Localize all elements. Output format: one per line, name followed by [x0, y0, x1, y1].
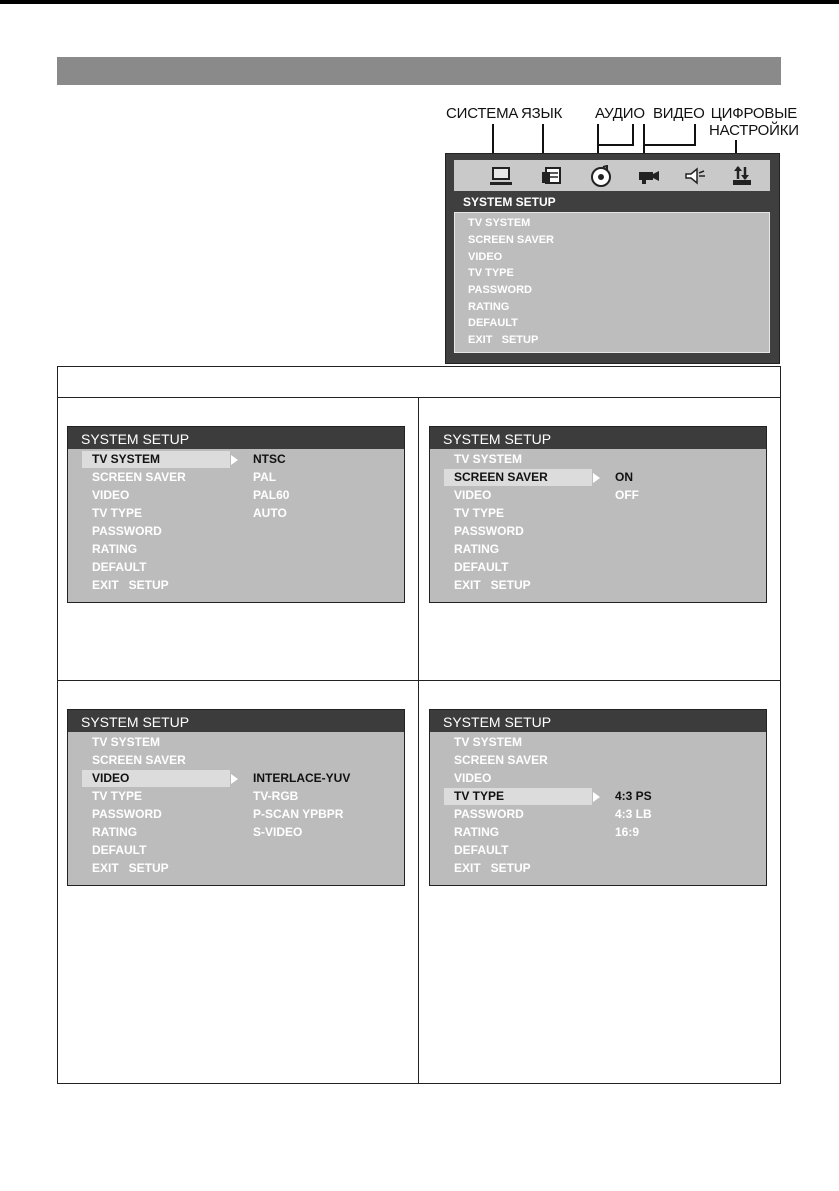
sub-item-screen-saver[interactable]: SCREEN SAVER — [92, 470, 186, 484]
submenu-tv-type — [429, 709, 767, 886]
connector-video — [643, 124, 696, 146]
label-system: СИСТЕМА — [446, 105, 519, 122]
sub-item-tv-system[interactable]: TV SYSTEM — [92, 452, 161, 466]
digital-settings-icon[interactable] — [729, 163, 755, 188]
option-16-9[interactable]: 16:9 — [615, 825, 640, 839]
sub-item-tv-system[interactable]: TV SYSTEM — [454, 735, 523, 749]
submenu-tv-system — [67, 426, 405, 603]
sub-item-default[interactable]: DEFAULT — [92, 843, 147, 857]
sub-item-tv-system[interactable]: TV SYSTEM — [92, 735, 161, 749]
option-p-scan-ypbpr[interactable]: P-SCAN YPBPR — [253, 807, 344, 821]
sub-item-screen-saver[interactable]: SCREEN SAVER — [92, 753, 186, 767]
option-auto[interactable]: AUTO — [253, 506, 287, 520]
label-digital-line1: ЦИФРОВЫЕ — [710, 105, 798, 122]
option-4-3-ps[interactable]: 4:3 PS — [615, 789, 652, 803]
sub-item-rating[interactable]: RATING — [454, 542, 500, 556]
submenu-title: SYSTEM SETUP — [81, 714, 190, 730]
icon-bar — [454, 160, 770, 191]
sub-item-default[interactable]: DEFAULT — [92, 560, 147, 574]
submenu-video — [67, 709, 405, 886]
sub-item-video[interactable]: VIDEO — [454, 488, 492, 502]
sub-item-rating[interactable]: RATING — [454, 825, 500, 839]
submenu-title-bar — [430, 427, 766, 449]
menu-item-exit-setup[interactable]: EXIT SETUP — [468, 334, 539, 346]
sub-item-exit-setup[interactable]: EXIT SETUP — [454, 861, 531, 875]
sub-item-exit-setup[interactable]: EXIT SETUP — [92, 578, 169, 592]
label-digital-line2: НАСТРОЙКИ — [709, 122, 799, 139]
sub-item-tv-type[interactable]: TV TYPE — [92, 506, 143, 520]
menu-item-default[interactable]: DEFAULT — [468, 317, 518, 329]
right-arrow-icon — [593, 473, 600, 483]
monitor-icon[interactable] — [488, 163, 514, 188]
sub-item-password[interactable]: PASSWORD — [454, 524, 524, 538]
option-pal[interactable]: PAL — [253, 470, 277, 484]
option-s-video[interactable]: S-VIDEO — [253, 825, 303, 839]
main-menu-panel — [454, 212, 770, 353]
menu-item-video[interactable]: VIDEO — [468, 251, 503, 263]
table-row-divider — [57, 680, 781, 681]
sub-item-rating[interactable]: RATING — [92, 825, 138, 839]
sub-item-password[interactable]: PASSWORD — [92, 807, 162, 821]
top-rule — [0, 0, 839, 4]
right-arrow-icon — [231, 774, 238, 784]
option-ntsc[interactable]: NTSC — [253, 452, 286, 466]
option-pal60[interactable]: PAL60 — [253, 488, 290, 502]
option-off[interactable]: OFF — [615, 488, 639, 502]
table-header-divider — [57, 397, 781, 398]
right-arrow-icon — [593, 792, 600, 802]
submenu-title-bar — [68, 710, 404, 732]
label-audio: АУДИО — [595, 105, 645, 122]
sub-item-video[interactable]: VIDEO — [92, 488, 130, 502]
submenu-title: SYSTEM SETUP — [443, 431, 552, 447]
right-arrow-icon — [231, 455, 238, 465]
sub-item-rating[interactable]: RATING — [92, 542, 138, 556]
option-on[interactable]: ON — [615, 470, 633, 484]
sub-item-default[interactable]: DEFAULT — [454, 843, 509, 857]
label-digital — [709, 105, 799, 139]
sub-item-screen-saver[interactable]: SCREEN SAVER — [454, 470, 548, 484]
connector-audio — [597, 124, 634, 146]
video-camera-icon[interactable] — [636, 163, 662, 188]
table-column-divider — [418, 397, 419, 1084]
sub-item-video[interactable]: VIDEO — [454, 771, 492, 785]
sub-item-password[interactable]: PASSWORD — [454, 807, 524, 821]
menu-item-rating[interactable]: RATING — [468, 301, 510, 313]
menu-item-screen-saver[interactable]: SCREEN SAVER — [468, 234, 554, 246]
sub-item-default[interactable]: DEFAULT — [454, 560, 509, 574]
sub-item-tv-type[interactable]: TV TYPE — [92, 789, 143, 803]
option-tv-rgb[interactable]: TV-RGB — [253, 789, 299, 803]
main-setup-menu — [445, 153, 780, 364]
sub-item-tv-type[interactable]: TV TYPE — [454, 789, 505, 803]
menu-item-tv-system[interactable]: TV SYSTEM — [468, 217, 531, 229]
speaker-icon[interactable] — [682, 163, 708, 188]
option-interlace-yuv[interactable]: INTERLACE-YUV — [253, 771, 351, 785]
submenu-title: SYSTEM SETUP — [443, 714, 552, 730]
main-menu-title: SYSTEM SETUP — [463, 195, 556, 209]
section-header-bar — [57, 57, 781, 85]
sub-item-video[interactable]: VIDEO — [92, 771, 130, 785]
sub-item-tv-type[interactable]: TV TYPE — [454, 506, 505, 520]
sub-item-tv-system[interactable]: TV SYSTEM — [454, 452, 523, 466]
sub-item-exit-setup[interactable]: EXIT SETUP — [454, 578, 531, 592]
label-language: ЯЗЫК — [521, 105, 563, 122]
language-icon[interactable] — [539, 163, 565, 188]
audio-disc-icon[interactable] — [588, 163, 614, 188]
sub-item-password[interactable]: PASSWORD — [92, 524, 162, 538]
submenu-title-bar — [430, 710, 766, 732]
label-video: ВИДЕО — [653, 105, 705, 122]
option-4-3-lb[interactable]: 4:3 LB — [615, 807, 652, 821]
sub-item-exit-setup[interactable]: EXIT SETUP — [92, 861, 169, 875]
sub-item-screen-saver[interactable]: SCREEN SAVER — [454, 753, 548, 767]
submenu-title-bar — [68, 427, 404, 449]
submenu-title: SYSTEM SETUP — [81, 431, 190, 447]
menu-item-tv-type[interactable]: TV TYPE — [468, 267, 514, 279]
submenu-screen-saver — [429, 426, 767, 603]
menu-item-password[interactable]: PASSWORD — [468, 284, 532, 296]
